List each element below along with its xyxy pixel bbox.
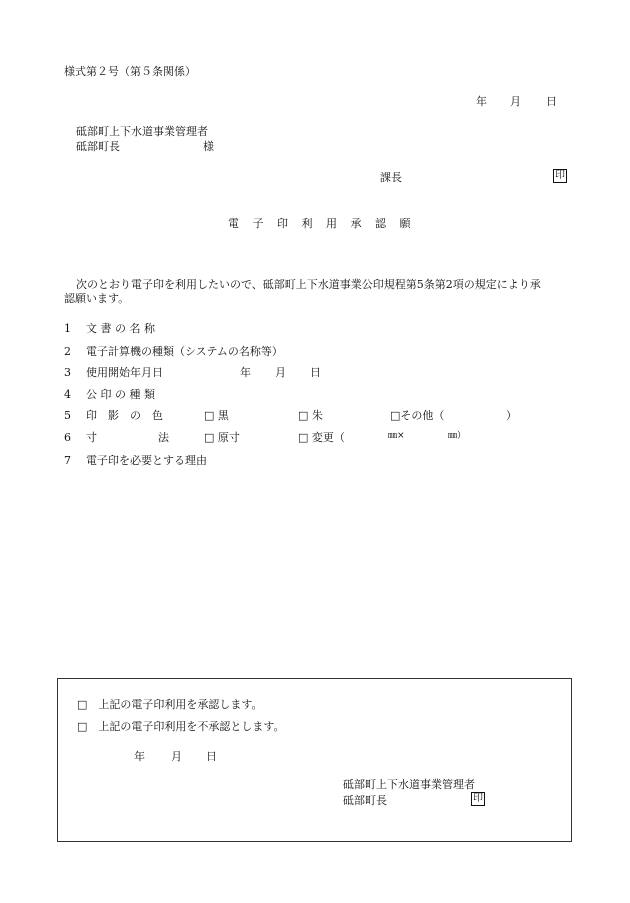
item-number: 6 (64, 431, 71, 444)
item-label: 公 印 の 種 類 (86, 388, 155, 401)
signer-line2: 砥部町長 (343, 794, 387, 807)
approval-box (57, 678, 572, 842)
color-other-close: ） (506, 409, 517, 422)
signer-line1: 砥部町上下水道事業管理者 (343, 778, 475, 791)
item-number: 5 (64, 409, 71, 422)
approve-checkbox[interactable]: □ 上記の電子印利用を承認します。 (77, 698, 263, 711)
start-year: 年 (240, 366, 251, 379)
size-mm-height: ㎜） (448, 431, 467, 441)
intro-line2: 認願います。 (64, 292, 130, 305)
reject-checkbox[interactable]: □ 上記の電子印利用を不承認とします。 (77, 720, 285, 733)
size-original-option[interactable]: □ 原寸 (204, 431, 240, 444)
form-number: 様式第２号（第５条関係） (64, 65, 196, 78)
recipient-honorific: 様 (203, 140, 214, 153)
start-day: 日 (310, 366, 321, 379)
date-day: 日 (546, 95, 557, 108)
item-number: 7 (64, 454, 71, 467)
item-label: 印 影 の 色 (86, 409, 163, 422)
item-number: 3 (64, 366, 71, 379)
item-label-2: 法 (158, 431, 169, 444)
signer-seal: 印 (473, 793, 483, 804)
item-number: 2 (64, 345, 71, 358)
size-mm-width: ㎜× (388, 431, 405, 441)
recipient-line1: 砥部町上下水道事業管理者 (76, 125, 208, 138)
approval-year: 年 (134, 750, 145, 763)
item-number: 4 (64, 388, 71, 401)
color-other-option[interactable]: □その他（ (390, 409, 445, 422)
color-black-option[interactable]: □ 黒 (204, 409, 229, 422)
recipient-line2: 砥部町長 (76, 140, 120, 153)
date-year: 年 (476, 95, 487, 108)
item-label: 電子印を必要とする理由 (86, 454, 207, 467)
document-title: 電 子 印 利 用 承 認 願 (228, 217, 416, 230)
size-change-option[interactable]: □ 変更（ (298, 431, 345, 444)
start-month: 月 (275, 366, 286, 379)
date-month: 月 (510, 95, 521, 108)
applicant-title: 課長 (380, 171, 402, 184)
approval-month: 月 (171, 750, 182, 763)
item-label: 電子計算機の種類（システムの名称等） (86, 345, 283, 358)
color-vermilion-option[interactable]: □ 朱 (298, 409, 323, 422)
applicant-seal: 印 (555, 170, 565, 181)
item-label: 寸 (86, 431, 97, 444)
item-label: 文 書 の 名 称 (86, 322, 155, 335)
item-label: 使用開始年月日 (86, 366, 163, 379)
approval-day: 日 (206, 750, 217, 763)
intro-line1: 次のとおり電子印を利用したいので、砥部町上下水道事業公印規程第5条第2項の規定により承 (76, 278, 541, 291)
item-number: 1 (64, 322, 71, 335)
